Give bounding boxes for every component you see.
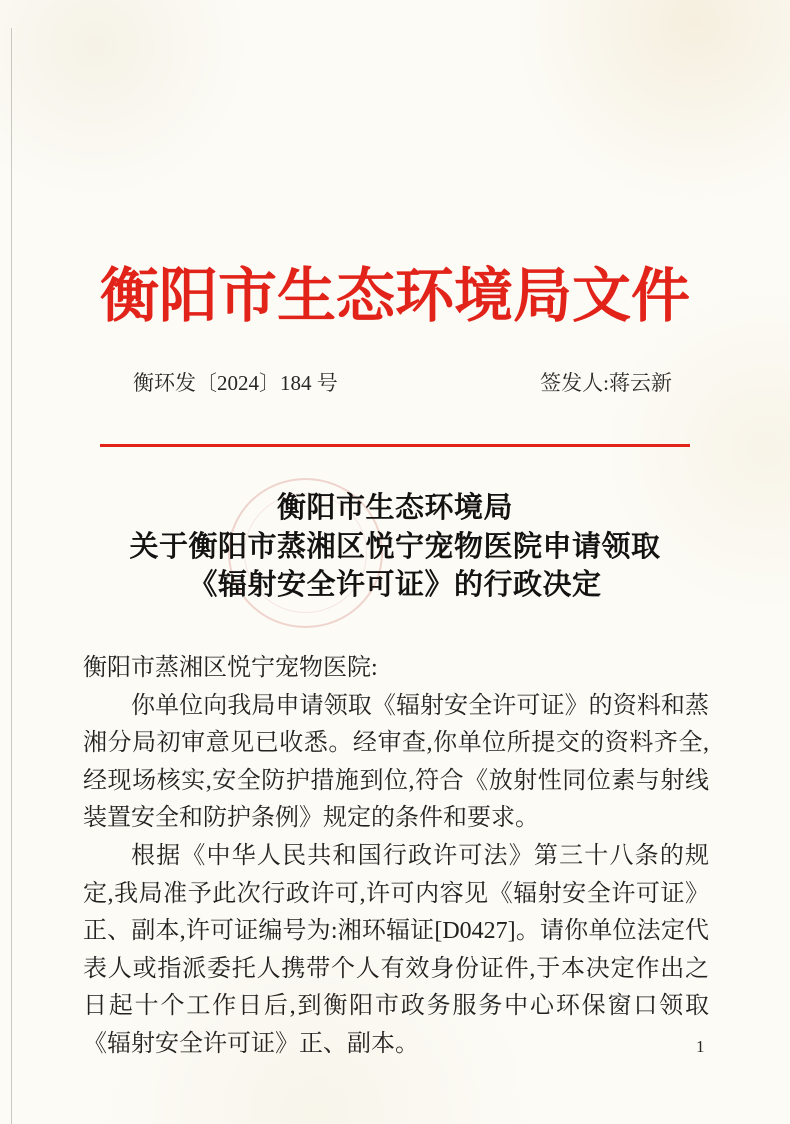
doc-number: 衡环发〔2024〕184 号 <box>133 371 338 395</box>
document-title <box>0 489 790 605</box>
salutation: 衡阳市蒸湘区悦宁宠物医院: <box>83 655 378 681</box>
document-title-line-2: 关于衡阳市蒸湘区悦宁宠物医院申请领取 <box>129 530 661 563</box>
issuer-name: 签发人:蒋云新 <box>540 371 672 395</box>
body-paragraph-1: 你单位向我局申请领取《辐射安全许可证》的资料和蒸湘分局初审意见已收悉。经审查,你单位所提交的资料齐全,经现场核实,安全防护措施到位,符合《放射性同位素与射线装置安全和防护条例》规定的条件和要求。 <box>83 692 709 832</box>
page-number: 1 <box>696 1037 705 1056</box>
document-body <box>83 650 709 1064</box>
red-divider-line <box>100 444 690 447</box>
letterhead-title: 衡阳市生态环境局文件 <box>99 263 690 329</box>
document-title-line-3: 《辐射安全许可证》的行政决定 <box>188 569 602 601</box>
body-paragraph-2: 根据《中华人民共和国行政许可法》第三十八条的规定,我局准予此次行政许可,许可内容见《辐射安全许可证》正、副本,许可证编号为:湘环辐证[D0427]。请你单位法定代表人或指派委托人携带个人有效身份证件,于本决定作出之日起十个工作日后,到衡阳市政务服务中心环保窗口领取《辐射安全许可证》正、副本。 <box>83 842 709 1057</box>
doc-info-row <box>133 369 672 397</box>
document-title-line-1: 衡阳市生态环境局 <box>276 492 513 524</box>
